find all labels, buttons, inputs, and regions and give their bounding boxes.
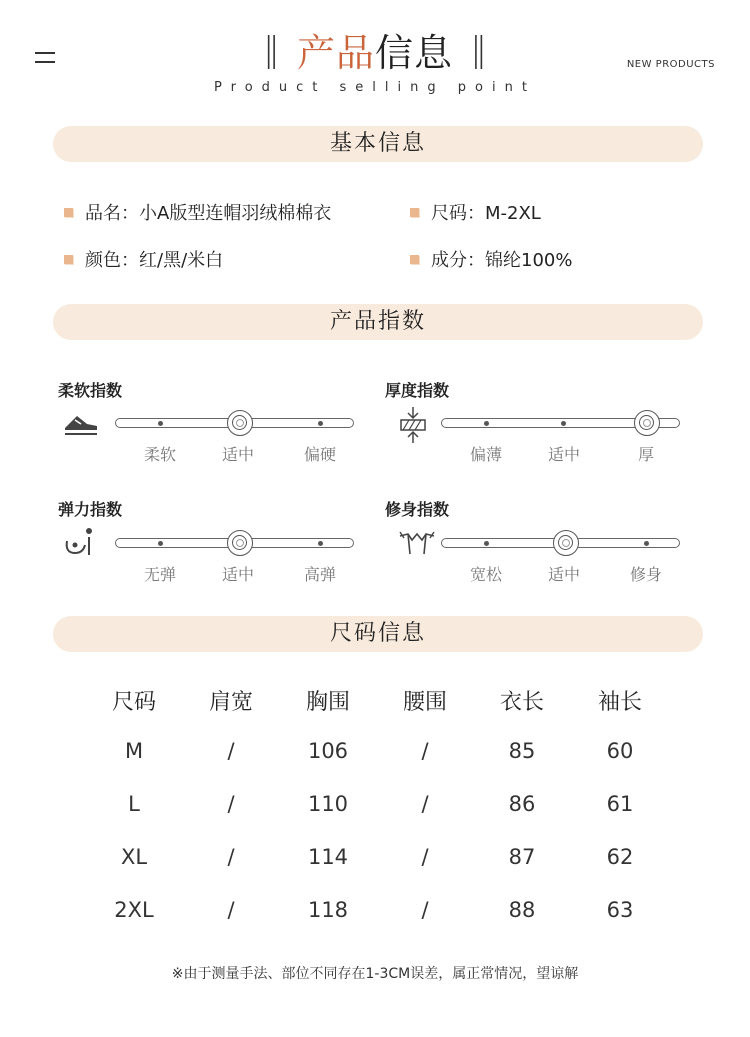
table-cell: /: [227, 739, 235, 763]
index-label: 适中: [221, 445, 254, 464]
slider-dot: [484, 421, 489, 426]
index-label: 适中: [547, 565, 580, 584]
slider-knob-softness[interactable]: [227, 410, 253, 436]
index-label: 适中: [547, 445, 580, 464]
slider-dot: [644, 541, 649, 546]
table-cell: 110: [307, 792, 349, 816]
bullet-icon: [64, 208, 73, 217]
table-header: 腰围: [402, 690, 447, 715]
slider-knob-fit[interactable]: [553, 530, 579, 556]
table-cell: /: [421, 898, 429, 922]
table-cell: XL: [120, 845, 148, 869]
index-title-thickness: 厚度指数: [385, 381, 450, 400]
section-banner-index: 产品指数: [53, 304, 703, 340]
info-item-color: 颜色：红/黑/米白: [64, 246, 223, 272]
page-subtitle: Product selling point: [214, 80, 536, 95]
table-cell: /: [227, 792, 235, 816]
table-cell: 62: [606, 845, 634, 869]
table-cell: /: [227, 898, 235, 922]
stretch-icon: [63, 527, 99, 559]
section-banner-size: 尺码信息: [53, 616, 703, 652]
index-label: 宽松: [469, 565, 502, 584]
slider-dot: [318, 541, 323, 546]
table-cell: 88: [508, 898, 536, 922]
index-label: 高弹: [303, 565, 336, 584]
index-title-softness: 柔软指数: [58, 381, 123, 400]
table-header: 肩宽: [208, 690, 253, 715]
shoe-icon: [63, 410, 101, 436]
table-cell: 2XL: [114, 898, 154, 922]
measurement-note: ※由于测量手法、部位不同存在1-3CM误差，属正常情况，望谅解: [171, 966, 579, 982]
table-cell: 63: [606, 898, 634, 922]
table-cell: /: [421, 845, 429, 869]
bullet-icon: [64, 255, 73, 264]
slider-dot: [158, 541, 163, 546]
slider-dot: [561, 421, 566, 426]
table-cell: 114: [307, 845, 349, 869]
table-cell: 106: [307, 739, 349, 763]
table-cell: 60: [606, 739, 634, 763]
table-cell: 86: [508, 792, 536, 816]
fit-icon: [398, 530, 436, 558]
index-title-fit: 修身指数: [385, 500, 450, 519]
info-item-size: 尺码：M-2XL: [410, 199, 541, 225]
title-rest: 信息: [375, 31, 454, 75]
corner-label: NEW PRODUCTS: [626, 59, 715, 70]
table-header: 衣长: [499, 690, 544, 715]
table-cell: /: [227, 845, 235, 869]
index-label: 适中: [221, 565, 254, 584]
bullet-icon: [410, 208, 419, 217]
section-banner-basic: 基本信息: [53, 126, 703, 162]
slider-knob-thickness[interactable]: [634, 410, 660, 436]
slider-knob-elasticity[interactable]: [227, 530, 253, 556]
title-highlight: 产品: [296, 31, 375, 75]
table-cell: L: [128, 792, 140, 816]
index-label: 偏硬: [303, 445, 336, 464]
table-cell: 87: [508, 845, 536, 869]
table-cell: /: [421, 739, 429, 763]
thickness-icon: [398, 405, 428, 445]
slider-dot: [158, 421, 163, 426]
title-bar-right: ‖: [470, 29, 488, 70]
table-header: 尺码: [111, 690, 156, 715]
table-cell: 61: [606, 792, 634, 816]
table-cell: M: [124, 739, 144, 763]
bullet-icon: [410, 255, 419, 264]
index-label: 修身: [629, 565, 662, 584]
index-label: 厚: [637, 445, 654, 464]
table-header: 胸围: [305, 690, 350, 715]
title-bar-left: ‖: [262, 29, 280, 70]
info-item-name: 品名：小A版型连帽羽绒棉棉衣: [64, 199, 331, 225]
table-header: 袖长: [597, 690, 642, 715]
index-label: 无弹: [143, 565, 176, 584]
slider-dot: [484, 541, 489, 546]
index-label: 柔软: [143, 445, 176, 464]
index-title-elasticity: 弹力指数: [58, 500, 123, 519]
index-label: 偏薄: [469, 445, 502, 464]
table-cell: 85: [508, 739, 536, 763]
table-cell: /: [421, 792, 429, 816]
slider-dot: [318, 421, 323, 426]
table-cell: 118: [307, 898, 349, 922]
info-item-material: 成分：锦纶100%: [410, 246, 572, 272]
